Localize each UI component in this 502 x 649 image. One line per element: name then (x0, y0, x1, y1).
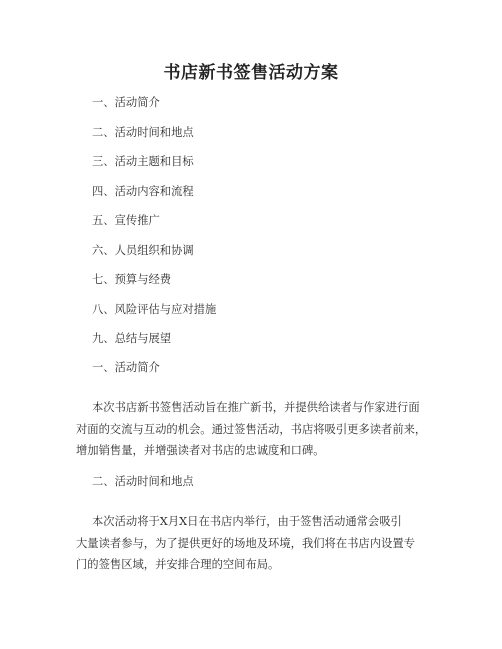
toc-item: 九、总结与展望 (92, 332, 172, 345)
toc-item: 五、宣传推广 (92, 214, 160, 227)
paragraph-line: 大量读者参与，为了提供更好的场地及环境，我们将在书店内设置专 (76, 536, 415, 550)
paragraph-line: 本次活动将于X月X日在书店内举行，由于签售活动通常会吸引 (92, 515, 402, 528)
document-title: 书店新书签售活动方案 (163, 63, 339, 83)
toc-item: 六、人员组织和协调 (92, 243, 194, 257)
table-of-contents (92, 94, 216, 360)
paragraph-line: 门的签售区域，并安排合理的空间布局。 (76, 558, 280, 571)
section-heading-intro: 一、活动简介 (92, 361, 160, 374)
toc-item: 七、预算与经费 (92, 273, 172, 286)
toc-item: 三、活动主题和目标 (92, 155, 194, 168)
section-paragraph-time-place (76, 511, 436, 576)
toc-item: 四、活动内容和流程 (92, 184, 194, 198)
paragraph-line: 本次书店新书签售活动旨在推广新书，并提供给读者与作家进行面 (92, 401, 420, 414)
paragraph-line: 增加销售量，并增强读者对书店的忠诚度和口碑。 (76, 444, 325, 457)
section-paragraph-intro (76, 397, 436, 462)
section-heading-time-place: 二、活动时间和地点 (92, 475, 194, 488)
paragraph-line: 对面的交流与互动的机会。通过签售活动，书店将吸引更多读者前来， (76, 422, 427, 436)
toc-item: 一、活动简介 (92, 96, 160, 109)
toc-item: 二、活动时间和地点 (92, 125, 194, 139)
toc-item: 八、风险评估与应对措施 (92, 302, 217, 316)
